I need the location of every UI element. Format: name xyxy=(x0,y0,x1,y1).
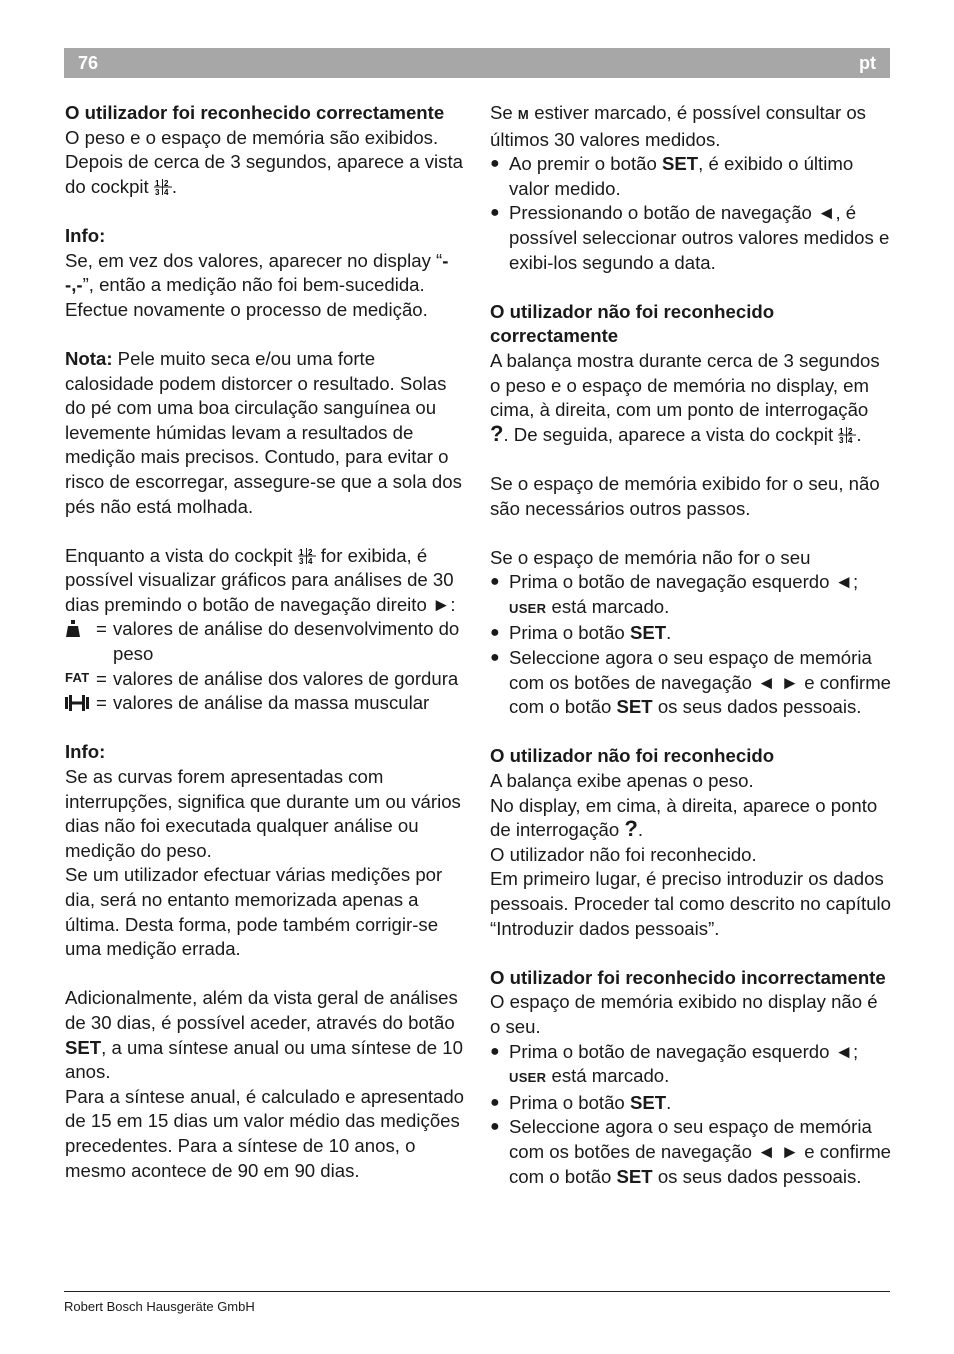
fat-icon: FAT xyxy=(65,670,90,686)
list-item: ● Prima o botão de navegação esquerdo ◄; USER está marcado. xyxy=(490,570,892,621)
cockpit-paragraph: Enquanto a vista do cockpit 1 2 3 4 for exibida, é possível visualizar gráficos para análises de 30 dias premindo o botão de navegação direito ►: xyxy=(65,544,456,615)
page-number: 76 xyxy=(78,53,99,73)
footer-divider xyxy=(64,1291,890,1292)
svg-text:4: 4 xyxy=(163,187,169,196)
summary-paragraph: Adicionalmente, além da vista geral de análises de 30 dias, é possível aceder, através do botão SET, a uma síntese anual ou uma síntese de 10 anos. xyxy=(65,987,463,1083)
section-text: O espaço de memória exibido no display não é o seu. xyxy=(490,991,878,1037)
page-header-bar xyxy=(64,48,890,78)
svg-text:4: 4 xyxy=(307,556,313,565)
svg-text:1: 1 xyxy=(154,178,160,188)
memory-paragraph: Se M estiver marcado, é possível consultar os últimos 30 valores medidos. xyxy=(490,102,866,150)
svg-text:3: 3 xyxy=(154,187,160,196)
list-item: ● Pressionando o botão de navegação ◄, é possível seleccionar outros valores medidos e exibi-los segundo a data. xyxy=(490,201,892,275)
memory-symbol: M xyxy=(517,107,530,122)
svg-text:2: 2 xyxy=(163,178,169,188)
section-title-not-recognized: O utilizador não foi reconhecido xyxy=(490,745,775,767)
section-text: A balança exibe apenas o peso. xyxy=(490,770,754,792)
summary-paragraph: Para a síntese anual, é calculado e apresentado de 15 em 15 dias um valor médio das medições precedentes. Para a síntese de 10 anos, o mesmo acontece de 90 em 90 dias. xyxy=(65,1085,465,1181)
section-text: No display, em cima, à direita, aparece o ponto de interrogação ?. xyxy=(490,794,878,842)
legend-row-fat: FAT = valores de análise dos valores de gordura xyxy=(65,667,459,689)
right-column xyxy=(490,101,892,1189)
weight-icon xyxy=(65,617,93,641)
language-code: pt xyxy=(859,53,876,73)
section-text: Em primeiro lugar, é preciso introduzir os dados pessoais. Proceder tal como descrito no capítulo “Introduzir dados pessoais”. xyxy=(490,868,892,939)
section-title-recognized-incorrectly: O utilizador foi reconhecido incorrectamente xyxy=(490,966,886,988)
question-mark-icon: ? xyxy=(490,420,504,446)
steps-list xyxy=(490,570,892,720)
info-text: Se as curvas forem apresentadas com interrupções, significa que durante um ou vários dias não foi executada qualquer análise ou medição do peso. xyxy=(65,766,461,861)
memory-steps xyxy=(490,152,892,275)
list-item: ● Ao premir o botão SET, é exibido o último valor medido. xyxy=(490,152,892,201)
note-paragraph: Nota: Pele muito seca e/ou uma forte calosidade podem distorcer o resultado. Solas do pé com uma boa circulação sanguínea ou levemente húmidas levam a resultados de medição mais precisos. Contudo, para evitar o risco de escorregar, assegure-se que a sola dos pés não está molhada. xyxy=(65,347,462,517)
left-column xyxy=(65,101,467,1183)
question-mark-icon: ? xyxy=(624,816,638,842)
cockpit-icon xyxy=(154,178,172,196)
steps-list xyxy=(490,1040,892,1190)
section-text: A balança mostra durante cerca de 3 segundos o peso e o espaço de memória no display, em cima, à direita, com um ponto de interrogação ?. De seguida, aparece a vista do cockpit 1 2 3 4 . xyxy=(490,349,880,446)
list-item: ● Prima o botão SET. xyxy=(490,621,892,646)
user-symbol: USER xyxy=(509,600,547,616)
list-item: ● Prima o botão de navegação esquerdo ◄; USER está marcado. xyxy=(490,1040,892,1091)
section-title-not-recognized-correctly: O utilizador não foi reconhecido correctamente xyxy=(490,300,775,347)
list-item: ● Seleccione agora o seu espaço de memória com os botões de navegação ◄ ► e confirme com o botão SET os seus dados pessoais. xyxy=(490,646,892,720)
svg-text:1: 1 xyxy=(839,426,844,436)
list-item: ● Seleccione agora o seu espaço de memória com os botões de navegação ◄ ► e confirme com o botão SET os seus dados pessoais. xyxy=(490,1115,892,1189)
legend-row-weight: = valores de análise do desenvolvimento do peso xyxy=(65,617,467,666)
user-symbol: USER xyxy=(509,1070,547,1086)
section-title-recognized: O utilizador foi reconhecido correctamente xyxy=(65,102,445,123)
svg-text:3: 3 xyxy=(298,556,304,565)
muscle-icon xyxy=(65,691,93,715)
svg-text:3: 3 xyxy=(839,435,844,444)
svg-text:1: 1 xyxy=(298,547,304,557)
svg-text:2: 2 xyxy=(307,547,313,557)
section-text-recognized: O peso e o espaço de memória são exibidos. Depois de cerca de 3 segundos, aparece a vista do cockpit 1 2 3 4 . xyxy=(65,126,463,197)
footer-company: Robert Bosch Hausgeräte GmbH xyxy=(64,1299,255,1314)
info-title: Info: xyxy=(65,224,106,246)
section-text: O utilizador não foi reconhecido. xyxy=(490,843,757,865)
svg-text:2: 2 xyxy=(848,426,853,436)
svg-text:4: 4 xyxy=(848,435,853,444)
info-title: Info: xyxy=(65,741,106,763)
section-text: Se o espaço de memória não for o seu xyxy=(490,546,811,568)
legend-row-muscle: = valores de análise da massa muscular xyxy=(65,691,467,716)
error-display-symbol: --,- xyxy=(65,249,449,296)
info-text: Se um utilizador efectuar várias medições por dia, será no entanto memorizada apenas a última. Desta forma, pode também corrigir-se uma medição errada. xyxy=(65,864,443,960)
section-text: Se o espaço de memória exibido for o seu, não são necessários outros passos. xyxy=(490,472,880,519)
list-item: ● Prima o botão SET. xyxy=(490,1091,892,1116)
cockpit-icon xyxy=(298,547,316,565)
cockpit-icon xyxy=(838,426,856,444)
info-text: Se, em vez dos valores, aparecer no display “--,-”, então a medição não foi bem-sucedida. Efectue novamente o processo de medição. xyxy=(65,249,449,320)
